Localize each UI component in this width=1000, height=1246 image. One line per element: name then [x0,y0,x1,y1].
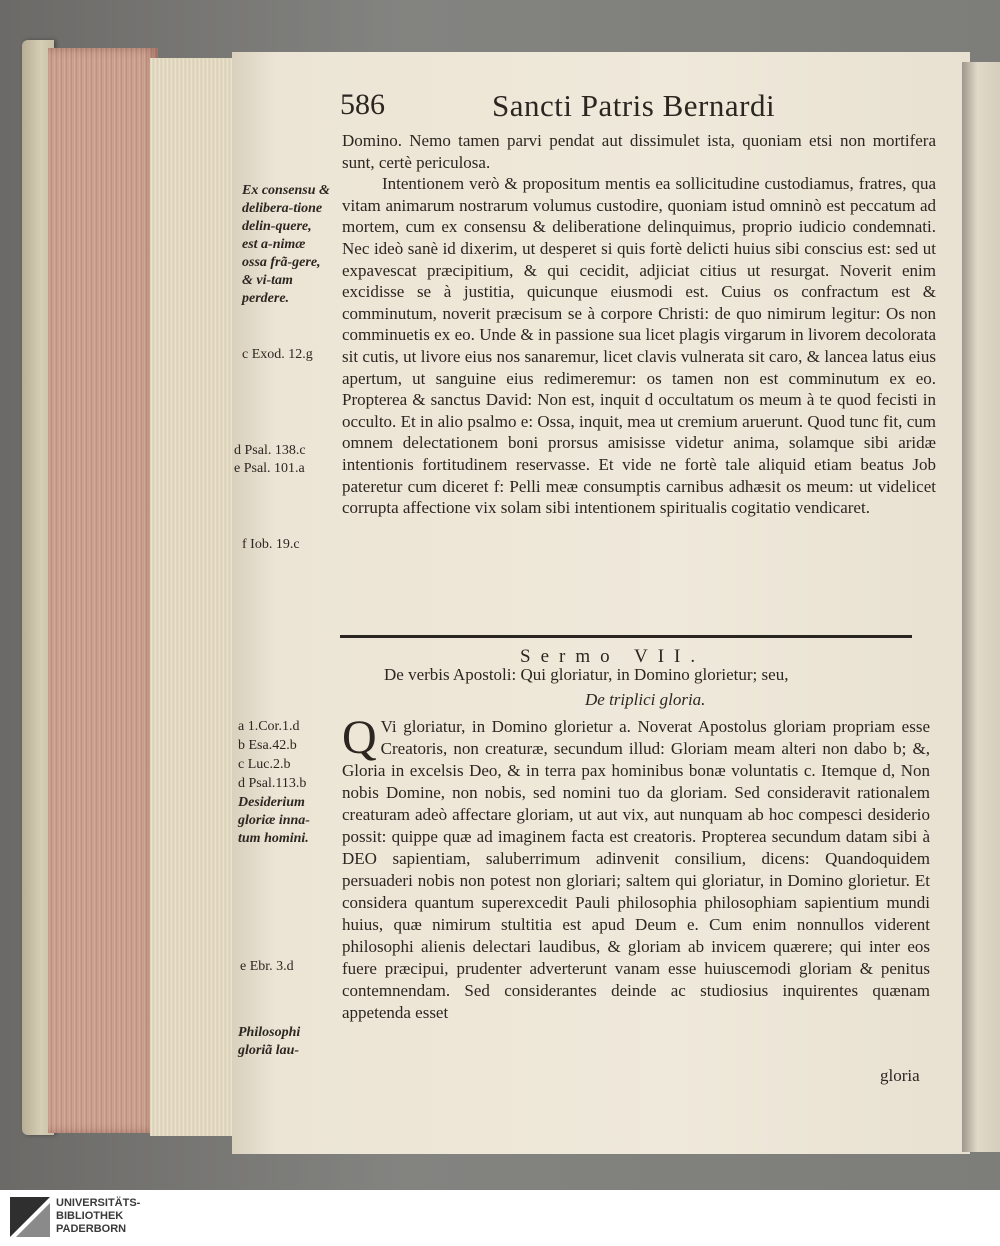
library-logo-icon [10,1197,50,1237]
margin-note: a 1.Cor.1.d [238,719,300,734]
red-page-edges [48,48,158,1133]
catchword: gloria [880,1066,920,1085]
margin-note: Philosophi gloriã lau- [238,1025,301,1058]
running-head: Sancti Patris Bernardi [492,88,776,123]
facing-page-edge [962,62,1000,1152]
margin-note: c Luc.2.b [238,757,291,772]
text-block-1 [342,130,936,519]
margin-note: e Ebr. 3.d [240,959,294,974]
paragraph: Domino. Nemo tamen parvi pendat aut dissimulet ista, quoniam etsi non mortifera sunt, certè periculosa. [342,131,936,172]
margin-note: f Iob. 19.c [242,537,300,552]
text-block-2 [342,711,930,1024]
margin-note: c Exod. 12.g [242,347,313,362]
drop-cap: Q [342,711,377,764]
margin-note: d Psal.113.b [238,776,307,791]
paragraph: Intentionem verò & propositum mentis ea sollicitudine custodiamus, fratres, qua vitam animarum nostrarum volumus custodire, quoniam istud omninò est peccatum ad mortem, cum ex consensu & deliberatione delinquimus, proprio iudicio condemnati. Nec ideò sanè id dixerim, ut desperet si quis fortè delicti huius sibi conscius est: sed ut expavescat præcipitium, & qui cecidit, adjiciat citius ut resurgat. Noverit enim excidisse se à justitia, quicunque eiusmodi est. Cuius os confractum est & comminutum, noverit præcisum se à corpore Christi: de quo nimirum legitur: Os non comminuetis ex eo. Unde & in passione sua licet plagis virgarum in livorem decolorata sit cutis, ut livore eius nos sanaremur, licet clavis vulnerata sit caro, & lancea latus eius apertum, ut sanguine eius redimeremur: os tamen non est comminutum ex eo. Propterea & sanctus David: Non est, inquit d occultatum os meum à te quod fecisti in occulto. Et in alio psalmo e: Ossa, inquit, mea ut cremium aruerunt. Quod tunc fit, cum omnem delectationem boni prorsus amisisse videtur anima, solamque sibi aridæ intentionis fortitudinem reservasse. Et vide ne fortè tale aliquid etiam beatus Job pateretur cum diceret f: Pelli meæ consumptis carnibus adhæsit os meum: ut videlicet corrupta affectione vix solam sibi intentionem spiritualis cogitatio vendicaret. [342,174,936,518]
margin-note: Ex consensu & delibera-tione delin-quere, est a-nimæ ossa frã-gere, & vi-tam perdere. [242,183,330,306]
paragraph: Vi gloriatur, in Domino glorietur a. Noverat Apostolus gloriam propriam esse Creatoris, non creaturæ, secundum illud: Gloriam meam alteri non dabo b; &, Gloria in excelsis Deo, & in terra pax hominibus bonæ voluntatis c. Itemque d, Non nobis Domine, non nobis, sed nomini tuo da gloriam. Sed consideravit rationalem creaturam adeò affectare gloriam, ut aut vix, aut nunquam ab hoc compesci desiderio possit: quippe quæ ad imaginem facta est creatoris. Propterea secundum datam sibi à DEO sapientiam, saluberrimum adinvenit consilium, dicens: Quandoquidem persuaderi nobis non potest non gloriari; saltem qui gloriatur, in Domino glorietur. Et considera quantum superexcedit Pauli philosophia philosophiam sapientium mundi huius, quæ nimirum stultitia est apud Deum e. Cum enim nonnullos viderent philosophi alienis delectari laudibus, & gloriam ab invicem quærere; qui inter eos fuere præcipui, prudenter adverterunt vanam esse huiuscemodi gloriam & penitus contemnendam. Sed considerantes deinde ac studiosius inquirentes quænam appetenda esset [342,717,930,1022]
margin-note: Desiderium gloriæ inna-tum homini. [238,795,310,846]
sermon-subtitle-2: De triplici gloria. [585,690,706,709]
sermon-heading: Sermo VII. [520,646,706,667]
section-rule [340,635,912,638]
page-leaves [150,58,232,1136]
margin-note: b Esa.42.b [238,738,297,753]
page-header [340,88,930,128]
library-logo-text: UNIVERSITÄTS- BIBLIOTHEK PADERBORN [56,1197,141,1235]
sermon-subtitle: De verbis Apostoli: Qui gloriatur, in Domino glorietur; seu, [384,665,789,684]
margin-note: d Psal. 138.c [234,443,306,458]
page-number: 586 [340,88,385,121]
margin-note: e Psal. 101.a [234,461,305,476]
